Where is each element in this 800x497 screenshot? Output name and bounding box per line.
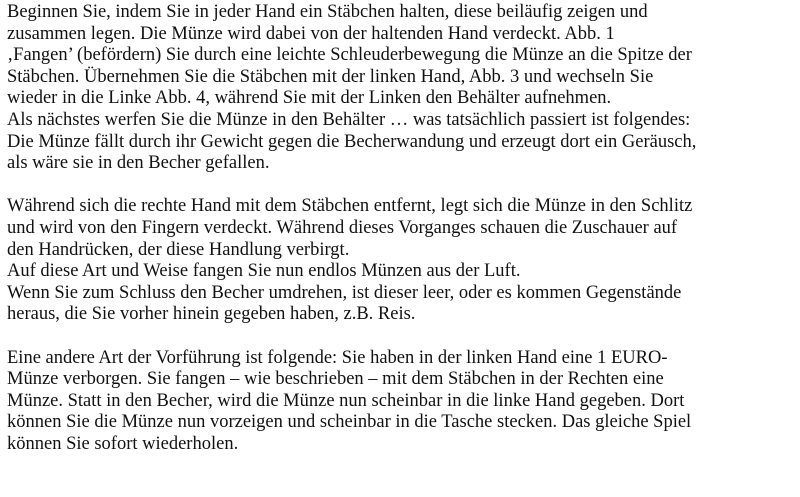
paragraph-1 bbox=[7, 2, 797, 175]
text-line: Stäbchen. Übernehmen Sie die Stäbchen mit der linken Hand, Abb. 3 und wechseln Sie bbox=[7, 66, 654, 87]
text-line: und wird von den Fingern verdeckt. Während dieses Vorganges schauen die Zuschauer auf bbox=[7, 217, 678, 238]
text-line: können Sie sofort wiederholen. bbox=[7, 433, 239, 454]
text-line: Eine andere Art der Vorführung ist folgende: Sie haben in der linken Hand eine 1 EURO- bbox=[7, 347, 668, 368]
text-line: Die Münze fällt durch ihr Gewicht gegen die Becherwandung und erzeugt dort ein Geräusch, bbox=[7, 131, 697, 152]
text-line: als wäre sie in den Becher gefallen. bbox=[7, 153, 270, 174]
paragraph-spacer bbox=[7, 326, 797, 348]
text-line: Beginnen Sie, indem Sie in jeder Hand ein Stäbchen halten, diese beiläufig zeigen und bbox=[7, 2, 648, 22]
text-line: Als nächstes werfen Sie die Münze in den Behälter … was tatsächlich passiert ist folgendes: bbox=[7, 109, 691, 130]
text-line: können Sie die Münze nun vorzeigen und scheinbar in die Tasche stecken. Das gleiche Spiel bbox=[7, 412, 692, 433]
text-line: Auf diese Art und Weise fangen Sie nun endlos Münzen aus der Luft. bbox=[7, 261, 521, 282]
text-line: den Handrücken, der diese Handlung verbirgt. bbox=[7, 239, 350, 260]
text-line: Wenn Sie zum Schluss den Becher umdrehen, ist dieser leer, oder es kommen Gegenstände bbox=[7, 282, 682, 303]
text-line: ‚Fangen’ (befördern) Sie durch eine leichte Schleuderbewegung die Münze an die Spitze der bbox=[7, 45, 692, 66]
text-line: zusammen legen. Die Münze wird dabei von der haltenden Hand verdeckt. Abb. 1 bbox=[7, 23, 615, 44]
paragraph-3 bbox=[7, 348, 797, 456]
document-page bbox=[7, 2, 797, 455]
text-line: Münze verborgen. Sie fangen – wie beschrieben – mit dem Stäbchen in der Rechten eine bbox=[7, 369, 664, 390]
paragraph-spacer bbox=[7, 175, 797, 197]
text-line: wieder in die Linke Abb. 4, während Sie mit der Linken den Behälter aufnehmen. bbox=[7, 88, 612, 109]
text-line: Münze. Statt in den Becher, wird die Münze nun scheinbar in die linke Hand gegeben. Dort bbox=[7, 390, 685, 411]
text-line: heraus, die Sie vorher hinein gegeben haben, z.B. Reis. bbox=[7, 304, 416, 325]
paragraph-2 bbox=[7, 196, 797, 326]
text-line: Während sich die rechte Hand mit dem Stäbchen entfernt, legt sich die Münze in den Schlitz bbox=[7, 196, 693, 217]
